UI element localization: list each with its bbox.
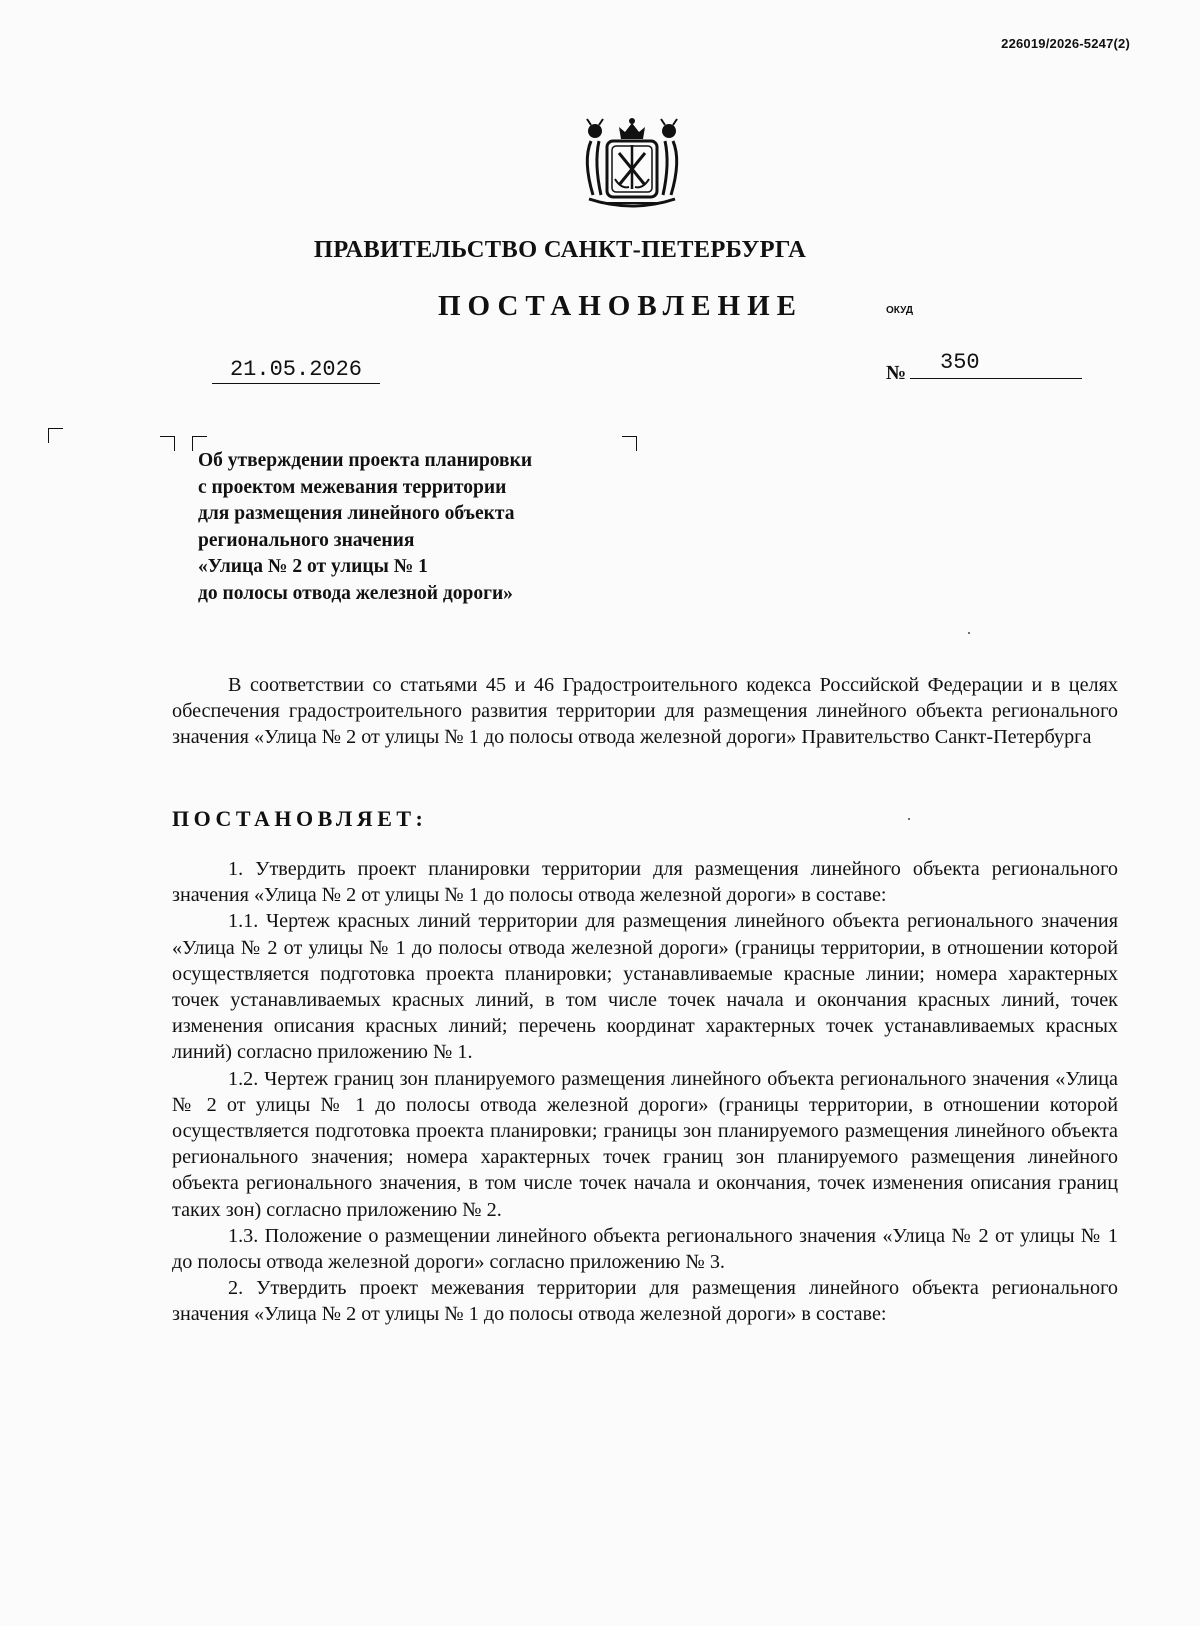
saint-petersburg-coat-of-arms-icon [581, 115, 684, 213]
clause-1-1: 1.1. Чертеж красных линий территории для размещения линейного объекта регионального значения «Улица № 2 от улицы № 1 до полосы отвода железной дороги» (границы территории, в отношении которой осуществляется подготовка проекта планировки; устанавливаемые красные линии; номера характерных точек устанавливаемых красных линий, в том числе точек начала и окончания красных линий, точек изменения описания красных линий; перечень координат характерных точек устанавливаемых красных линий) согласно приложению № 1. [172, 910, 1118, 1064]
document-number: 350 [940, 350, 980, 375]
scan-speck [968, 632, 970, 634]
okud-label: ОКУД [886, 305, 913, 316]
title-line: регионального значения [198, 529, 415, 551]
title-line: Об утверждении проекта планировки [198, 450, 533, 471]
document-type: ПОСТАНОВЛЕНИЕ [438, 290, 804, 322]
resolves-heading: ПОСТАНОВЛЯЕТ: [172, 806, 428, 831]
clause-1: 1. Утвердить проект планировки территории для размещения линейного объекта регионального значения «Улица № 2 от улицы № 1 до полосы отвода железной дороги» в составе: [172, 858, 1118, 907]
corner-mark [48, 428, 63, 443]
title-line: с проектом межевания территории [198, 476, 507, 498]
scan-speck [908, 818, 910, 820]
title-line: до полосы отвода железной дороги» [198, 582, 513, 604]
corner-mark [160, 436, 175, 451]
preamble [172, 672, 1118, 751]
title-line: для размещения линейного объекта [198, 503, 515, 525]
preamble-text: В соответствии со статьями 45 и 46 Градостроительного кодекса Российской Федерации и в целях обеспечения градостроительного развития территории для размещения линейного объекта регионального значения «Улица № 2 от улицы № 1 до полосы отвода железной дороги» Правительство Санкт-Петербурга [172, 674, 1118, 749]
title-line: «Улица № 2 от улицы № 1 [198, 556, 428, 578]
registration-code: 226019/2026-5247(2) [1001, 36, 1130, 51]
document-date: 21.05.2026 [212, 357, 380, 384]
clause-2: 2. Утвердить проект межевания территории для размещения линейного объекта регионального значения «Улица № 2 от улицы № 1 до полосы отвода железной дороги» в составе: [172, 1277, 1118, 1326]
number-sign: № [886, 362, 907, 384]
document-title [198, 448, 638, 608]
clause-1-2: 1.2. Чертеж границ зон планируемого размещения линейного объекта регионального значения «Улица № 2 от улицы № 1 до полосы отвода железной дороги» (границы территории, в отношении которой осуществляется подготовка проекта планировки; границы зон планируемого размещения линейного объекта регионального значения; номера характерных точек границ зон планируемого размещения линейного объекта регионального значения, в том числе точек начала и окончания, точек изменения описания границ таких зон) согласно приложению № 2. [172, 1067, 1118, 1221]
number-underline [910, 350, 1082, 379]
clause-1-3: 1.3. Положение о размещении линейного объекта регионального значения «Улица № 2 от улицы № 1 до полосы отвода железной дороги» согласно приложению № 3. [172, 1224, 1118, 1274]
authority-name: ПРАВИТЕЛЬСТВО САНКТ-ПЕТЕРБУРГА [313, 236, 807, 263]
clauses [172, 856, 1118, 1328]
